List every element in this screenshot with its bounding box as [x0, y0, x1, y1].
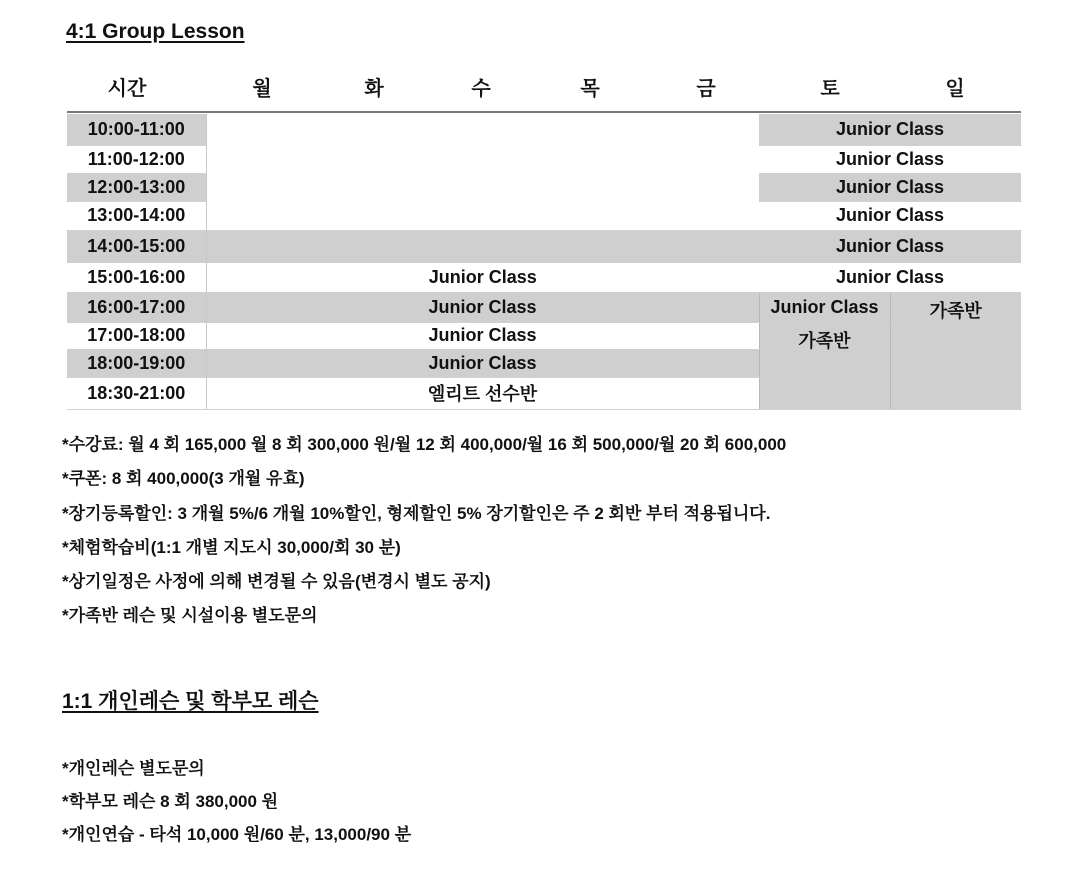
weekend-class-cell: Junior Class	[759, 262, 1021, 292]
note-coupon: *쿠폰: 8 회 400,000(3 개월 유효)	[62, 469, 305, 489]
group-lesson-title: 4:1 Group Lesson	[66, 20, 245, 43]
table-row	[67, 114, 1021, 145]
weekday-class-cell: Junior Class	[206, 349, 759, 377]
header-wed: 수	[471, 78, 491, 100]
note-private-inquiry: *개인레슨 별도문의	[62, 759, 205, 778]
header-tue: 화	[364, 78, 384, 100]
header-fri: 금	[696, 78, 716, 100]
private-notes	[62, 752, 411, 851]
header-time: 시간	[107, 78, 147, 100]
time-cell: 18:00-19:00	[67, 349, 206, 377]
weekday-empty-cell	[206, 230, 759, 262]
weekday-elite-cell: 엘리트 선수반	[206, 377, 759, 409]
time-cell: 18:30-21:00	[67, 377, 206, 409]
note-trial: *체험학습비(1:1 개별 지도시 30,000/회 30 분)	[62, 537, 401, 557]
header-sat: 토	[820, 78, 840, 100]
weekday-class-cell: Junior Class	[206, 322, 759, 349]
saturday-class-cell: Junior Class	[759, 292, 890, 322]
group-notes	[62, 428, 786, 634]
time-cell: 14:00-15:00	[67, 230, 206, 262]
weekend-class-cell: Junior Class	[759, 114, 1021, 145]
private-lesson-title: 1:1 개인레슨 및 학부모 레슨	[62, 690, 319, 713]
weekday-class-cell: Junior Class	[206, 262, 759, 292]
schedule-table	[67, 114, 1021, 410]
time-cell: 15:00-16:00	[67, 262, 206, 292]
note-parent-lesson: *학부모 레슨 8 회 380,000 원	[62, 792, 279, 811]
time-cell: 11:00-12:00	[67, 145, 206, 173]
time-cell: 13:00-14:00	[67, 201, 206, 230]
time-cell: 10:00-11:00	[67, 114, 206, 145]
weekday-class-cell: Junior Class	[206, 292, 759, 322]
note-schedule: *상기일정은 사정에 의해 변경될 수 있음(변경시 별도 공지)	[62, 572, 491, 592]
weekend-class-cell: Junior Class	[759, 145, 1021, 173]
table-row	[67, 292, 1021, 322]
note-tuition: *수강료: 월 4 회 165,000 월 8 회 300,000 원/월 12 회 400,000/월 16 회 500,000/월 20 회 600,000	[62, 435, 787, 454]
table-row	[67, 322, 1021, 349]
weekend-class-cell: Junior Class	[759, 230, 1021, 262]
sunday-family-cell: 가족반	[890, 292, 1021, 409]
header-thu: 목	[580, 78, 600, 100]
time-cell: 12:00-13:00	[67, 173, 206, 201]
note-family: *가족반 레슨 및 시설이용 별도문의	[62, 606, 318, 626]
time-cell: 17:00-18:00	[67, 322, 206, 349]
time-cell: 16:00-17:00	[67, 292, 206, 322]
weekend-class-cell: Junior Class	[759, 173, 1021, 201]
table-row	[67, 262, 1021, 292]
header-sun: 일	[945, 78, 965, 100]
saturday-family-cell: 가족반	[759, 322, 890, 409]
weekday-empty-cell	[206, 114, 759, 230]
header-mon: 월	[252, 78, 272, 100]
table-row	[67, 230, 1021, 262]
note-practice: *개인연습 - 타석 10,000 원/60 분, 13,000/90 분	[62, 825, 412, 844]
weekend-class-cell: Junior Class	[759, 201, 1021, 230]
header-divider	[67, 111, 1021, 113]
note-discount: *장기등록할인: 3 개월 5%/6 개월 10%할인, 형제할인 5% 장기할인은 주 2 회반 부터 적용됩니다.	[62, 503, 771, 523]
